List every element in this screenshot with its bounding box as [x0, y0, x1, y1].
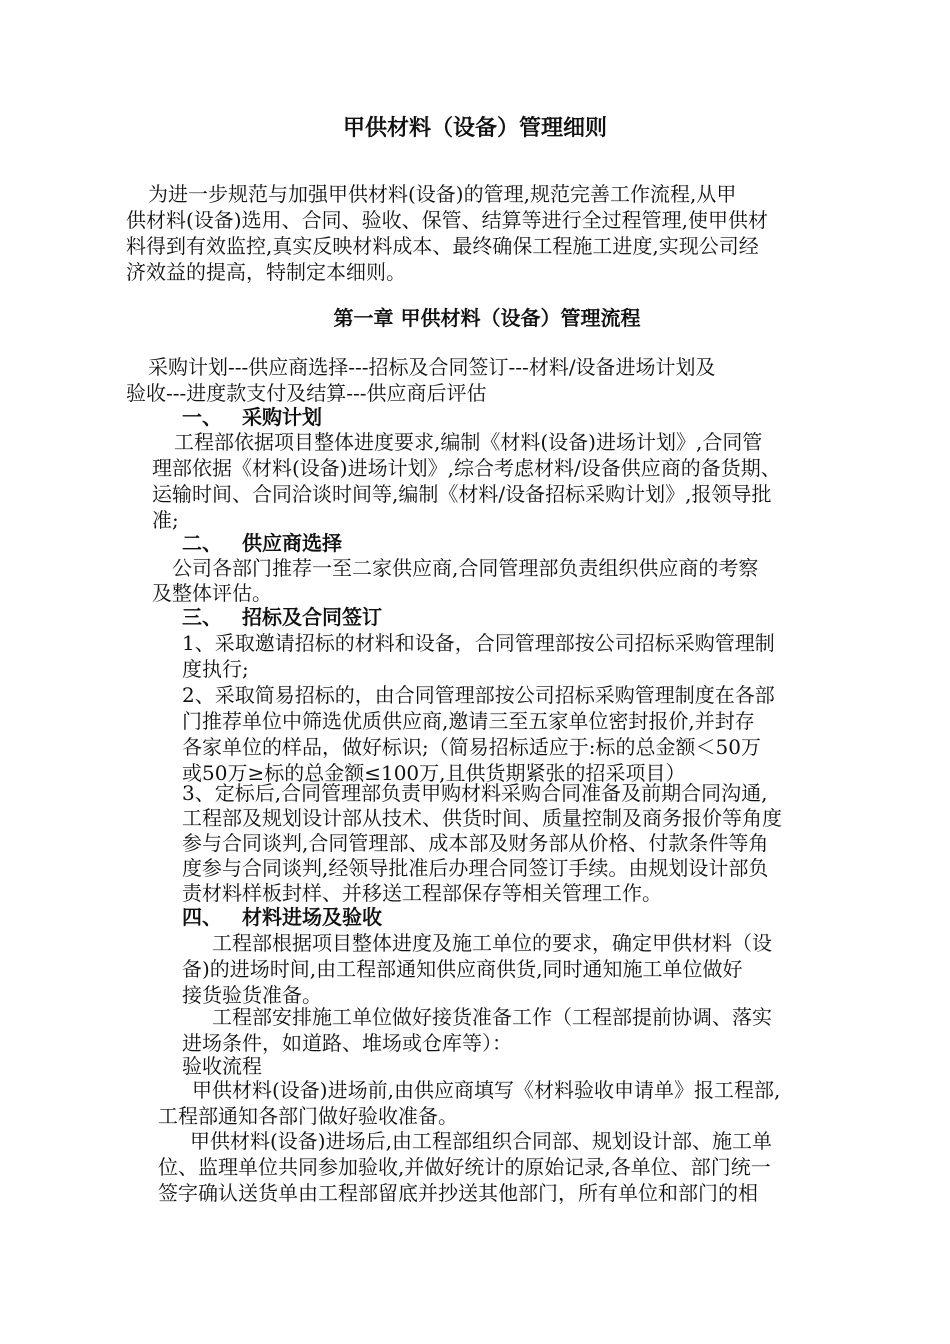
body-line: 接货验货准备。 — [182, 983, 322, 1007]
flow-line: 验收---进度款支付及结算---供应商后评估 — [126, 381, 487, 405]
body-line: 度执行; — [182, 657, 249, 681]
intro-line: 为进一步规范与加强甲供材料(设备)的管理,规范完善工作流程,从甲 — [148, 182, 737, 206]
section-heading — [182, 604, 382, 630]
section-heading — [182, 404, 322, 430]
body-line: 运输时间、合同洽谈时间等,编制《材料/设备招标采购计划》,报领导批 — [152, 482, 772, 506]
body-line: 各家单位的样品，做好标识;（简易招标适应于:标的总金额＜50万 — [182, 735, 761, 759]
body-line: 门推荐单位中筛选优质供应商,邀请三至五家单位密封报价,并封存 — [182, 709, 755, 733]
body-line: 甲供材料(设备)进场后,由工程部组织合同部、规划设计部、施工单 — [190, 1129, 772, 1153]
body-line: 工程部安排施工单位做好接货准备工作（工程部提前协调、落实 — [212, 1005, 772, 1029]
body-line: 参与合同谈判,合同管理部、成本部及财务部从价格、付款条件等角 — [182, 831, 769, 855]
section-title: 材料进场及验收 — [242, 905, 382, 929]
body-line: 进场条件，如道路、堆场或仓库等）： — [182, 1031, 512, 1055]
body-line: 工程部依据项目整体进度要求,编制《材料(设备)进场计划》,合同管 — [174, 430, 763, 454]
section-heading — [182, 530, 342, 556]
body-line: 责材料样板封样、并移送工程部保存等相关管理工作。 — [182, 881, 662, 905]
chapter-heading: 第一章 甲供材料（设备）管理流程 — [333, 306, 641, 330]
flow-line: 采购计划---供应商选择---招标及合同签订---材料/设备进场计划及 — [148, 355, 716, 379]
section-number: 四、 — [182, 905, 222, 929]
body-line: 甲供材料(设备)进场前,由供应商填写《材料验收申请单》报工程部, — [192, 1078, 781, 1102]
intro-line: 供材料(设备)选用、合同、验收、保管、结算等进行全过程管理,使甲供材 — [126, 208, 768, 232]
body-line: 备)的进场时间,由工程部通知供应商供货,同时通知施工单位做好 — [182, 957, 743, 981]
body-line: 度参与合同谈判,经领导批准后办理合同签订手续。由规划设计部负 — [182, 856, 769, 880]
body-line: 2、采取简易招标的，由合同管理部按公司招标采购管理制度在各部 — [182, 683, 775, 707]
section-title: 招标及合同签订 — [242, 605, 382, 629]
body-line: 1、采取邀请招标的材料和设备，合同管理部按公司招标采购管理制 — [182, 631, 775, 655]
body-line: 工程部通知各部门做好验收准备。 — [158, 1104, 458, 1128]
intro-line: 济效益的提高，特制定本细则。 — [126, 260, 406, 284]
body-line: 位、监理单位共同参加验收,并做好统计的原始记录,各单位、部门统一 — [158, 1155, 771, 1179]
intro-line: 料得到有效监控,真实反映材料成本、最终确保工程施工进度,实现公司经 — [126, 234, 759, 258]
body-line: 及整体评估。 — [152, 581, 272, 605]
section-number: 三、 — [182, 605, 222, 629]
section-title: 供应商选择 — [242, 531, 342, 555]
body-line: 签字确认送货单由工程部留底并抄送其他部门，所有单位和部门的相 — [158, 1181, 758, 1205]
section-title: 采购计划 — [242, 405, 322, 429]
subheading: 验收流程 — [182, 1054, 262, 1078]
body-line: 理部依据《材料(设备)进场计划》,综合考虑材料/设备供应商的备货期、 — [152, 456, 781, 480]
body-line: 或50万≥标的总金额≤100万,且供货期紧张的招采项目） — [182, 761, 686, 785]
body-line: 工程部及规划设计部从技术、供货时间、质量控制及商务报价等角度 — [182, 806, 782, 830]
section-heading — [182, 904, 382, 930]
document-title: 甲供材料（设备）管理细则 — [342, 116, 607, 141]
body-line: 准; — [152, 508, 179, 532]
section-number: 二、 — [182, 531, 222, 555]
body-line: 3、定标后,合同管理部负责甲购材料采购合同准备及前期合同沟通, — [182, 781, 768, 805]
section-number: 一、 — [182, 405, 222, 429]
body-line: 公司各部门推荐一至二家供应商,合同管理部负责组织供应商的考察 — [172, 556, 759, 580]
body-line: 工程部根据项目整体进度及施工单位的要求，确定甲供材料（设 — [212, 931, 772, 955]
